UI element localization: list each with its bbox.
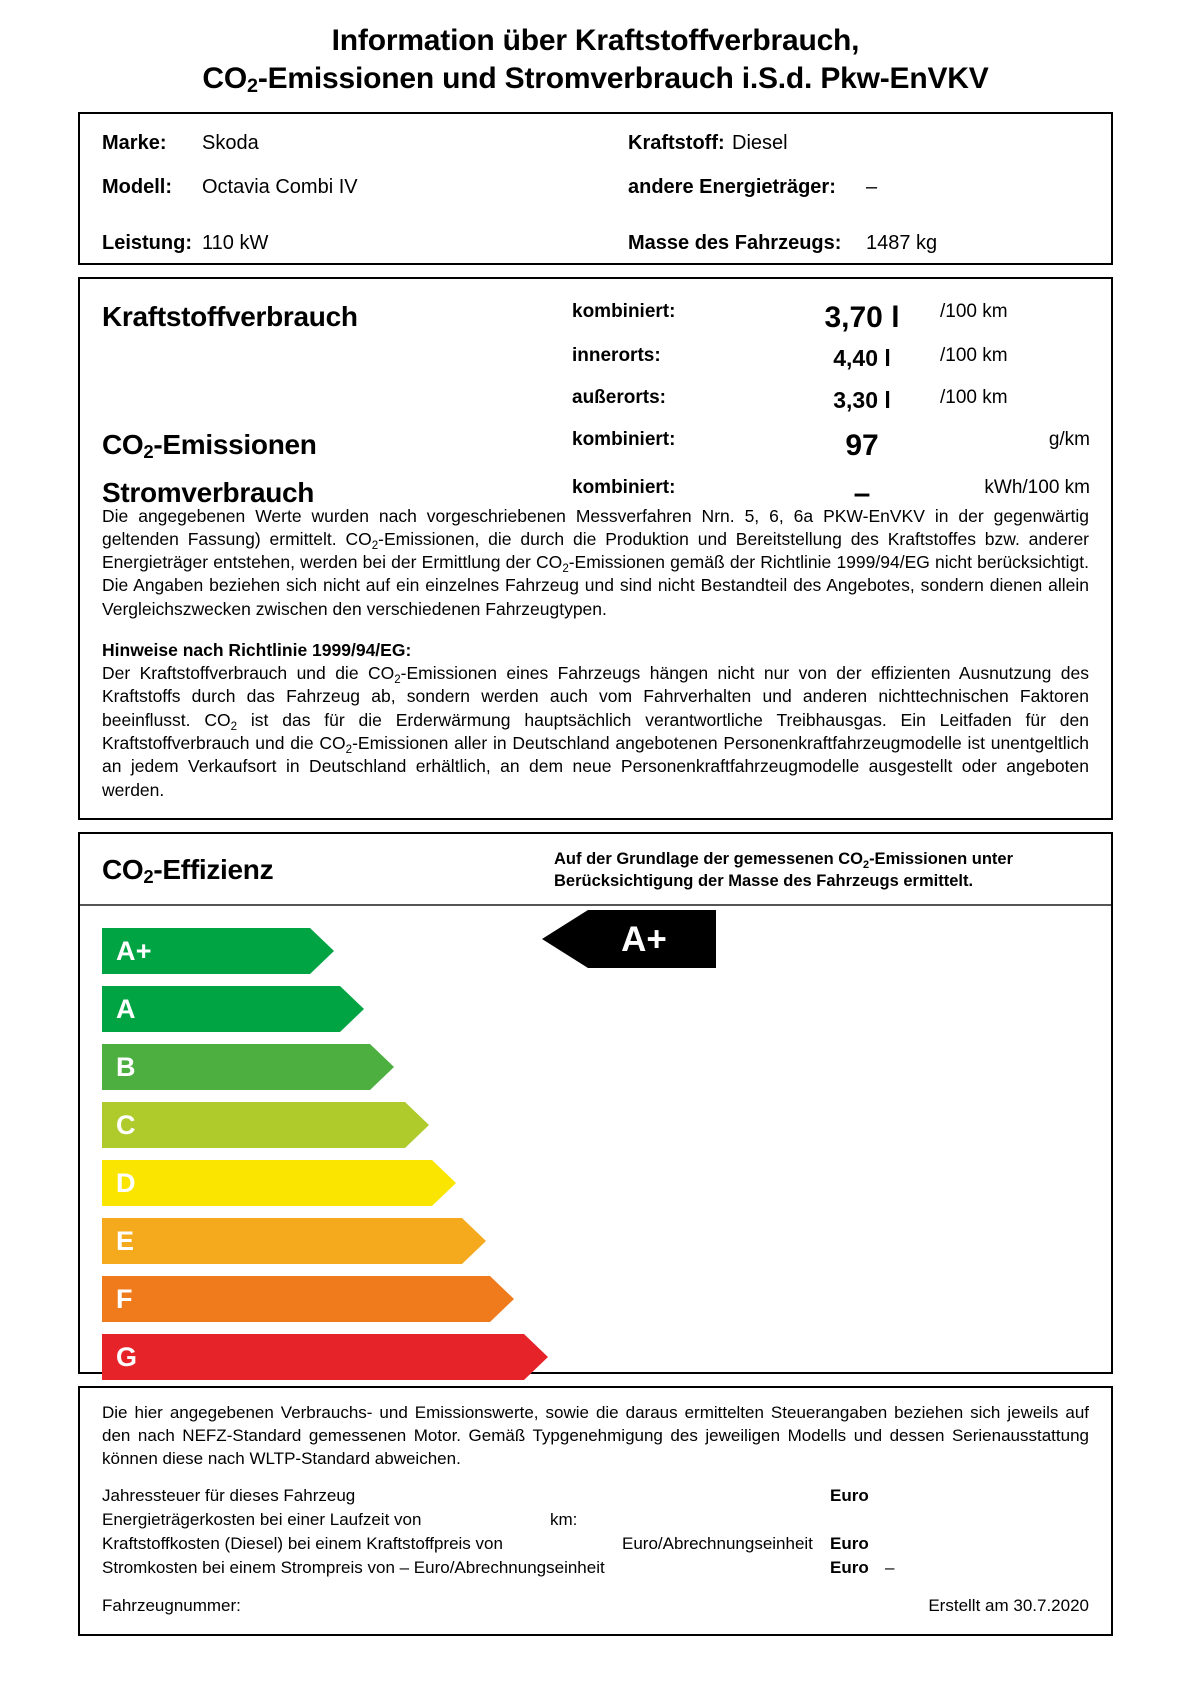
efficiency-bar-label: G bbox=[116, 1341, 138, 1372]
fuel-combined-label: kombiniert: bbox=[572, 300, 676, 322]
efficiency-bar-arrow-icon bbox=[340, 986, 364, 1032]
efficiency-bar-row bbox=[102, 1334, 1089, 1380]
energy-cost-unit: km: bbox=[550, 1510, 578, 1530]
efficiency-bar-label: A+ bbox=[116, 935, 152, 966]
co2-combined-label: kombiniert: bbox=[572, 428, 676, 450]
co2-efficiency-header bbox=[80, 834, 1111, 906]
efficiency-bar-body bbox=[102, 1102, 405, 1148]
co2-efficiency-title: $CO_2$-Effizienz bbox=[102, 853, 274, 887]
hinweise-paragraph: Der Kraftstoffverbrauch und die $CO_2$-Emissionen eines Fahrzeugs hängen nicht nur von der effizienten Ausnutzung des Kraftstoffs durch das Fahrzeug ab, sondern werden auch vom Fahrverhalten und anderen nichttechnischen Faktoren beeinflusst. $CO_2$ ist das für die Erderwärmung hauptsächlich verantwortliche Treibhausgas. Ein Leitfaden für den Kraftstoffverbrauch und die $CO_2$-Emissionen aller in Deutschland angebotenen Personenkraftfahrzeugmodelle ist unentgeltlich an jedem Verkaufsort in Deutschland erhältlich, an dem neue Personenkraftfahrzeugmodelle ausgestellt oder angeboten werden. bbox=[102, 663, 1089, 800]
current-efficiency-class-marker bbox=[542, 910, 716, 968]
efficiency-bar-c bbox=[102, 1102, 429, 1148]
efficiency-bar-body bbox=[102, 1044, 370, 1090]
co2-emissionen-heading: $CO_2$-Emissionen bbox=[102, 428, 317, 462]
fuel-cost-unit: Euro/Abrechnungseinheit bbox=[622, 1534, 813, 1554]
cost-row-fuel-cost bbox=[102, 1534, 1089, 1558]
efficiency-bar-aplus bbox=[102, 928, 334, 974]
footer-final-row bbox=[102, 1596, 1089, 1622]
andere-energietraeger-value: – bbox=[866, 175, 878, 198]
kraftstoffverbrauch-heading: Kraftstoffverbrauch bbox=[102, 300, 358, 332]
fuel-cost-label: Kraftstoffkosten (Diesel) bei einem Kraftstoffpreis von bbox=[102, 1534, 503, 1554]
fuel-extraurban-unit: /100 km bbox=[940, 386, 1008, 408]
co2-efficiency-box bbox=[78, 832, 1113, 1374]
modell-value: Octavia Combi IV bbox=[202, 175, 358, 198]
efficiency-bar-arrow-icon bbox=[462, 1218, 486, 1264]
created-date-label: Erstellt am 30.7.2020 bbox=[928, 1596, 1089, 1616]
efficiency-bar-e bbox=[102, 1218, 486, 1264]
efficiency-bar-row bbox=[102, 1276, 1089, 1322]
measurement-disclaimer-paragraph: Die angegebenen Werte wurden nach vorgeschriebenen Messverfahren Nrn. 5, 6, 6a PKW-EnVKV in der gegenwärtig geltenden Fassung) ermittelt. $CO_2$-Emissionen, die durch die Produktion und Bereitstellung des Kraftstoffes bzw. anderer Energieträger entstehen, werden bei der Ermittlung der $CO_2$-Emissionen gemäß der Richtlinie 1999/94/EG nicht berücksichtigt. Die Angaben beziehen sich nicht auf ein einzelnes Fahrzeug und sind nicht Bestandteil des Angebotes, sondern dienen allein Vergleichszwecken zwischen den verschiedenen Fahrzeugtypen. bbox=[102, 505, 1090, 619]
efficiency-bar-label: C bbox=[116, 1109, 136, 1140]
kraftstoff-value: Diesel bbox=[732, 131, 788, 154]
efficiency-scale bbox=[80, 906, 1111, 1372]
leistung-label: Leistung: bbox=[102, 231, 192, 254]
efficiency-bar-body bbox=[102, 986, 340, 1032]
marke-value: Skoda bbox=[202, 131, 259, 154]
consumption-box bbox=[78, 277, 1113, 820]
cost-row-electricity-cost bbox=[102, 1558, 1089, 1582]
efficiency-bar-arrow-icon bbox=[524, 1334, 548, 1380]
footer-box bbox=[78, 1386, 1113, 1636]
kraftstoff-label: Kraftstoff: bbox=[628, 131, 725, 154]
efficiency-bar-row bbox=[102, 986, 1089, 1032]
fuel-extraurban-value: 3,30 l bbox=[833, 386, 891, 413]
efficiency-bar-row bbox=[102, 1218, 1089, 1264]
electricity-cost-label: Stromkosten bei einem Strompreis von – Euro/Abrechnungseinheit bbox=[102, 1558, 605, 1578]
energy-cost-label: Energieträgerkosten bei einer Laufzeit von bbox=[102, 1510, 422, 1530]
modell-label: Modell: bbox=[102, 175, 172, 198]
marke-label: Marke: bbox=[102, 131, 167, 154]
electricity-cost-currency: Euro bbox=[830, 1558, 869, 1578]
consumption-table bbox=[102, 297, 1090, 510]
page-title bbox=[78, 0, 1113, 112]
hinweise-heading: Hinweise nach Richtlinie 1999/94/EG: bbox=[102, 639, 412, 660]
efficiency-bar-arrow-icon bbox=[490, 1276, 514, 1322]
current-class-label: A+ bbox=[621, 919, 667, 959]
power-combined-value: – bbox=[853, 476, 871, 510]
annual-tax-label: Jahressteuer für dieses Fahrzeug bbox=[102, 1486, 356, 1506]
electricity-cost-value: – bbox=[885, 1558, 895, 1578]
efficiency-bar-arrow-icon bbox=[310, 928, 334, 974]
efficiency-bar-label: E bbox=[116, 1225, 135, 1256]
vehicle-masse-row bbox=[628, 232, 937, 255]
masse-label: Masse des Fahrzeugs: bbox=[628, 231, 842, 254]
power-combined-unit: kWh/100 km bbox=[984, 476, 1090, 498]
efficiency-bar-f bbox=[102, 1276, 514, 1322]
efficiency-bar-body bbox=[102, 1160, 432, 1206]
leistung-value: 110 kW bbox=[202, 231, 269, 254]
vehicle-number-label: Fahrzeugnummer: bbox=[102, 1596, 241, 1616]
efficiency-bar-d bbox=[102, 1160, 456, 1206]
fuel-urban-value: 4,40 l bbox=[833, 344, 891, 371]
marker-arrow-icon bbox=[542, 910, 588, 968]
co2-efficiency-basis-note bbox=[554, 848, 1013, 892]
co2-combined-value: 97 bbox=[845, 428, 879, 462]
power-combined-label: kombiniert: bbox=[572, 476, 676, 498]
current-class-body bbox=[588, 910, 716, 968]
fuel-combined-unit: /100 km bbox=[940, 300, 1008, 322]
basis-note-line2: Berücksichtigung der Masse des Fahrzeugs ermittelt. bbox=[554, 871, 974, 890]
vehicle-marke-row bbox=[102, 132, 259, 155]
efficiency-bar-body bbox=[102, 1218, 462, 1264]
fuel-cost-currency: Euro bbox=[830, 1534, 869, 1554]
vehicle-andere-energietraeger-row bbox=[628, 176, 877, 199]
efficiency-bars bbox=[102, 928, 1089, 1380]
efficiency-bar-body bbox=[102, 1276, 490, 1322]
efficiency-bar-a bbox=[102, 986, 364, 1032]
cost-list bbox=[102, 1486, 1089, 1582]
masse-value: 1487 kg bbox=[866, 231, 938, 254]
efficiency-bar-label: B bbox=[116, 1051, 136, 1082]
fuel-extraurban-label: außerorts: bbox=[572, 386, 666, 408]
fuel-combined-value: 3,70 l bbox=[824, 300, 900, 334]
efficiency-bar-label: A bbox=[116, 993, 136, 1024]
page-title-line1: Information über Kraftstoffverbrauch, bbox=[331, 24, 860, 57]
stromverbrauch-heading: Stromverbrauch bbox=[102, 476, 315, 508]
efficiency-bar-body bbox=[102, 1334, 524, 1380]
efficiency-bar-arrow-icon bbox=[432, 1160, 456, 1206]
efficiency-bar-arrow-icon bbox=[370, 1044, 394, 1090]
cost-row-energy-cost bbox=[102, 1510, 1089, 1534]
efficiency-bar-label: D bbox=[116, 1167, 136, 1198]
efficiency-bar-arrow-icon bbox=[405, 1102, 429, 1148]
andere-energietraeger-label: andere Energieträger: bbox=[628, 175, 836, 198]
efficiency-bar-row bbox=[102, 1044, 1089, 1090]
efficiency-bar-b bbox=[102, 1044, 394, 1090]
vehicle-leistung-row bbox=[102, 232, 268, 255]
nefz-wltp-note: Die hier angegebenen Verbrauchs- und Emissionswerte, sowie die daraus ermittelten Steuerangaben beziehen sich jeweils auf den nach NEFZ-Standard gemessenen Motor. Gemäß Typgenehmigung des jeweiligen Modells und dessen Serienausstattung können diese nach WLTP-Standard abweichen. bbox=[102, 1403, 1089, 1468]
vehicle-kraftstoff-row bbox=[628, 132, 788, 155]
cost-row-annual-tax bbox=[102, 1486, 1089, 1510]
efficiency-bar-label: F bbox=[116, 1283, 133, 1314]
efficiency-bar-body bbox=[102, 928, 310, 974]
fuel-urban-label: innerorts: bbox=[572, 344, 661, 366]
page-title-line2: $CO_2$-Emissionen und Stromverbrauch i.S.d. Pkw-EnVKV bbox=[202, 61, 989, 97]
fuel-urban-unit: /100 km bbox=[940, 344, 1008, 366]
efficiency-bar-g bbox=[102, 1334, 548, 1380]
annual-tax-currency: Euro bbox=[830, 1486, 869, 1506]
vehicle-modell-row bbox=[102, 176, 358, 199]
efficiency-bar-row bbox=[102, 1160, 1089, 1206]
vehicle-info-box bbox=[78, 112, 1113, 265]
basis-note-line1: Auf der Grundlage der gemessenen $CO_2$-Emissionen unter bbox=[554, 849, 1014, 871]
efficiency-bar-row bbox=[102, 1102, 1089, 1148]
co2-combined-unit: g/km bbox=[1048, 428, 1090, 450]
